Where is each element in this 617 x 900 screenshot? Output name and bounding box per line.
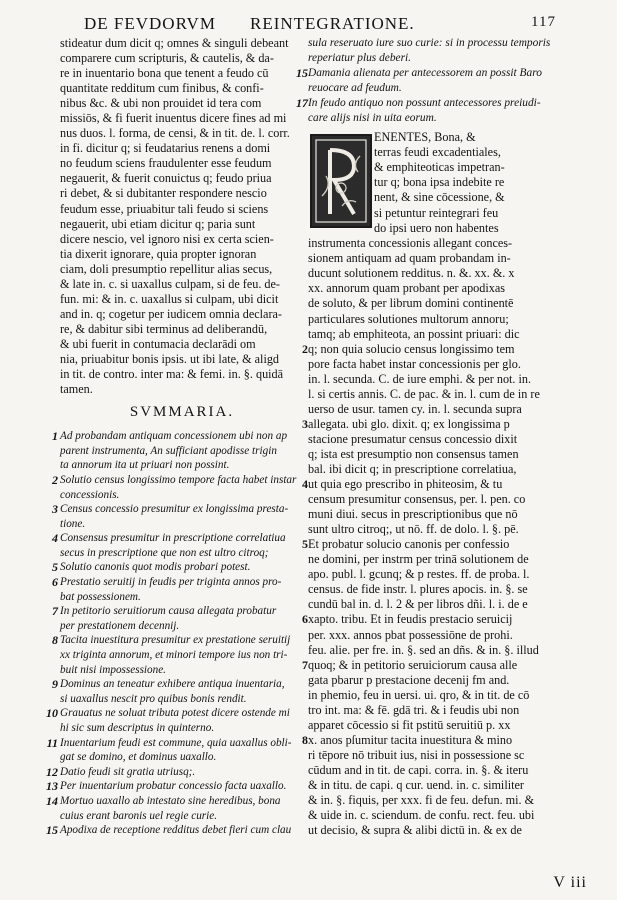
- text-line: [60, 352, 304, 367]
- text-line-text: gata pbarur p prestacione decenij fm and.: [308, 672, 510, 687]
- text-line-text: do ipsi uero non habentes: [374, 220, 499, 235]
- text-line: [374, 206, 560, 221]
- text-line-text: tur q; bona ipsa indebite re: [374, 175, 505, 190]
- summary-line: [46, 735, 304, 751]
- text-line: [308, 748, 560, 763]
- text-line-text: terras feudi excadentiales,: [374, 145, 501, 160]
- text-line-text: xx. annorum quam probant per apodixas: [308, 281, 505, 296]
- summary-line-text: si uaxallus nescit pro quibus bonis rendit.: [60, 692, 247, 705]
- text-line-text: negauerit, & fuerit conuictus q; feudo priua: [60, 171, 272, 186]
- text-line-text: in fi. dicitur q; si feudatarius renens a domi: [60, 141, 271, 156]
- text-line: [60, 337, 304, 352]
- summary-line-text: Solutio census longissimo tempore facta habet instar: [60, 473, 297, 486]
- text-line-text: cundū bal in. d. l. 2 & per libros dñi. l. i. de e: [308, 597, 528, 612]
- text-line-text: ri debet, & si dubitanter respondere nescio: [60, 186, 267, 201]
- text-line: [308, 402, 560, 417]
- summary-line-text: concessionis.: [60, 488, 120, 501]
- text-line: [308, 597, 560, 612]
- left-column: [46, 36, 304, 838]
- summary-line-text: hi sic sum descriptus in quinterno.: [60, 722, 215, 734]
- marginal-number: 5: [302, 537, 308, 552]
- text-line: [60, 126, 304, 141]
- text-line: [308, 793, 560, 808]
- text-line-text: nus duos. l. forma, de censi, & in tit. de. l. corr.: [60, 126, 290, 141]
- signature-mark: V iii: [553, 874, 587, 891]
- summary-line-text: reperiatur plus deberi.: [308, 52, 412, 65]
- text-line: [60, 96, 304, 111]
- summary-line: [60, 517, 304, 532]
- text-line-text: fun. mi: & in. c. uaxallus si culpam, ubi dicit: [60, 291, 279, 306]
- marginal-number: 6: [52, 575, 58, 590]
- marginal-number: 10: [46, 706, 58, 721]
- text-line: [302, 341, 560, 357]
- summary-line-text: Inuentarium feudi est commune, quia uaxallus obli-: [60, 736, 292, 749]
- text-line: [308, 582, 560, 597]
- marginal-number: 1: [52, 429, 58, 444]
- text-line: [374, 190, 560, 205]
- text-line: [308, 808, 560, 823]
- text-line-text: feudum esse, priuabitur tali feudo si sciens: [60, 201, 269, 216]
- text-line-text: allegata. ubi glo. dixit. q; ex longissima p: [308, 416, 510, 431]
- text-line: [60, 186, 304, 201]
- marginal-number: 4: [302, 477, 308, 492]
- summary-line-text: gat se domino, et dominus uaxallo.: [60, 751, 217, 764]
- summary-line: [60, 444, 304, 459]
- text-line: [60, 232, 304, 247]
- summary-line: [52, 429, 304, 444]
- text-line: [308, 236, 560, 251]
- summary-line: [52, 560, 304, 575]
- text-line: [374, 145, 560, 160]
- text-line: [302, 537, 560, 552]
- text-line-text: & in. §. fiquis, per xxx. fi de feu. defun. mi. &: [308, 793, 535, 808]
- summary-line: [60, 619, 304, 634]
- text-line-text: bal. ibi dicit q; in prescriptione correlatiua,: [308, 461, 517, 476]
- text-line: [308, 688, 560, 703]
- text-line-text: re in inuentario bona que tenent a feudo cū: [60, 66, 269, 81]
- summary-line: [60, 809, 304, 824]
- text-line-text: apo. publ. l. gcunq; & p restes. ff. de proba. l.: [308, 567, 530, 582]
- summary-line-text: Datio feudi sit gratia utriusq;.: [60, 765, 196, 778]
- decorated-initial-r-icon: [310, 134, 372, 228]
- text-line-text: sunt ultro citroq;, ut nō. ff. de dolo. l. §. pē.: [308, 522, 519, 537]
- summary-line: [60, 692, 304, 707]
- text-line: [374, 130, 560, 145]
- summary-line-text: tione.: [60, 517, 86, 530]
- text-line-text: ducunt solutionem redditus. n. &. xx. &. x: [308, 266, 515, 281]
- text-line: [308, 447, 560, 462]
- text-line-text: si petuntur reintegrari feu: [374, 205, 499, 220]
- text-line: [374, 160, 560, 175]
- text-line: [302, 477, 560, 492]
- text-line-text: ut decisio, & supra & alibi dictū in. & ex de: [308, 823, 522, 838]
- text-line-text: & in titu. de capi. q cur. uend. in. c. similiter: [308, 777, 524, 792]
- text-line-text: tamq; ab emphiteota, an possint priuari: dic: [308, 326, 520, 341]
- summary-line-text: buit nisi impossessione.: [60, 663, 166, 676]
- text-line-text: missiōs, & fi fuerit inuentus dicere fines ad mi: [60, 111, 287, 126]
- text-line: [308, 643, 560, 658]
- text-line: [60, 367, 304, 382]
- marginal-number: 11: [46, 735, 58, 750]
- text-line-text: particulares solutiones multorum annoru;: [308, 311, 509, 326]
- text-line: [308, 462, 560, 477]
- text-line: [60, 262, 304, 277]
- summary-line: [52, 677, 304, 692]
- summary-line: [52, 531, 304, 546]
- summary-line-text: cuius erant baronis uel regie curie.: [60, 809, 218, 822]
- text-line-text: x. anos pſumitur tacita inuestitura & mino: [308, 732, 513, 747]
- text-line-text: tamen.: [60, 382, 93, 397]
- text-line-text: quoq; & in petitorio seruiciorum causa alle: [308, 657, 518, 672]
- summary-line: [52, 604, 304, 619]
- text-line: [60, 36, 304, 51]
- text-line: [308, 432, 560, 447]
- text-line: [308, 718, 560, 733]
- summary-line: [60, 663, 304, 678]
- summaria-heading: SVMMARIA.: [129, 404, 235, 421]
- summary-line: [46, 793, 304, 809]
- text-line: [60, 217, 304, 232]
- summary-line: [296, 66, 560, 81]
- summary-line-text: sula reseruato iure suo curie: si in processu temporis: [308, 37, 551, 49]
- summary-line-text: Tacita inuestitura presumitur ex prestatione seruitij: [60, 634, 291, 647]
- text-line: [308, 823, 560, 838]
- text-line-text: ri tēpore nō tribuit ius, nisi in possessione sc: [308, 747, 525, 762]
- text-line-text: Et probatur solucio canonis per confessio: [308, 537, 510, 552]
- summary-line: [60, 750, 304, 765]
- text-line-text: and in. q; cogetur per iudicem omnia declara-: [60, 306, 282, 321]
- text-line: [308, 507, 560, 522]
- marginal-number: 13: [46, 779, 58, 794]
- summary-line-text: Census concessio presumitur ex longissima presta-: [60, 503, 289, 516]
- text-line: [60, 382, 304, 397]
- text-line-text: ne domini, per instrm per trinā solutionem de: [308, 552, 529, 567]
- text-line: [302, 612, 560, 627]
- summary-line: [52, 472, 304, 488]
- marginal-number: 15: [46, 823, 58, 838]
- folio-number: 117: [531, 14, 556, 30]
- text-line: [60, 51, 304, 66]
- summary-line: [308, 111, 560, 126]
- summary-line: [46, 823, 304, 838]
- text-line-text: no feudum sciens fraudulenter esse feudum: [60, 156, 272, 171]
- text-line: [302, 732, 560, 748]
- text-line-text: pore facta habet instar concessionis per glo.: [308, 356, 521, 371]
- marginal-number: 6: [302, 612, 308, 627]
- text-line: [308, 778, 560, 793]
- text-line-text: stideatur dum dicit q; omnes & singuli debeant: [60, 36, 289, 50]
- summary-line-text: Apodixa de receptione redditus debet fieri cum clau: [60, 824, 292, 837]
- text-line-text: stacione presumatur census concessio dixit: [308, 431, 518, 446]
- summary-line-text: Per inuentarium probatur concessio facta uaxallo.: [60, 780, 287, 793]
- text-line-text: nia, priuabitur bonis ipsis. ut ibi late, & aligd: [60, 351, 280, 366]
- text-line: [308, 673, 560, 688]
- text-line: [302, 416, 560, 432]
- text-line-text: ciam, doli presumptio repellitur alias secus,: [60, 261, 273, 276]
- summary-line: [60, 590, 304, 605]
- marginal-number: 17: [296, 96, 308, 111]
- text-line: [308, 251, 560, 266]
- marginal-number: 12: [46, 764, 58, 779]
- marginal-number: 7: [302, 657, 308, 672]
- summary-line-text: xx triginta annorum, et minori tempore ius non tri-: [60, 649, 288, 662]
- summary-line-text: Damania alienata per antecessorem an possit Baro: [308, 67, 542, 80]
- text-line-text: de soluto, & per librum domini continentē: [308, 296, 514, 311]
- text-line-text: in. l. secunda. C. de iure emphi. & per not. in.: [308, 371, 532, 386]
- marginal-number: 14: [46, 793, 58, 808]
- text-line-text: feu. alie. per fre. in. §. sed an dñs. & in. §. illud: [308, 642, 539, 657]
- text-line: [308, 703, 560, 718]
- text-line-text: instrumenta concessionis allegant conces-: [308, 236, 513, 251]
- text-line: [308, 266, 560, 281]
- text-line-text: negauerit, ubi etiam dicitur q; paria sunt: [60, 216, 256, 231]
- marginal-number: 2: [52, 472, 58, 487]
- text-line-text: in tit. de contro. inter ma: & femi. in. §. quidā: [60, 367, 284, 382]
- summary-line-text: per prestationem decennij.: [60, 619, 180, 632]
- text-line-text: uerso de usur. tamen cy. in. l. secunda supra: [308, 401, 522, 416]
- marginal-number: 9: [52, 677, 58, 692]
- summary-line-text: parent instrumenta, An sufficiant apodisse trigin: [60, 444, 277, 457]
- summary-line-text: Prestatio seruitij in feudis per triginta annos pro-: [60, 576, 282, 589]
- summary-line-text: Consensus presumitur in prescriptione correlatiua: [60, 532, 286, 545]
- text-line-text: muni diui. secus in prescriptionibus que nō: [308, 507, 518, 522]
- text-line: [308, 763, 560, 778]
- summary-line: [308, 81, 560, 96]
- running-head-right: REINTEGRATIONE.: [250, 14, 415, 33]
- text-line: [60, 307, 304, 322]
- summary-line: [52, 575, 304, 590]
- text-line: [308, 372, 560, 387]
- summary-line-text: Mortuo uaxallo ab intestato sine heredibus, bona: [60, 794, 281, 807]
- text-line: [60, 66, 304, 81]
- text-line-text: in phemio, feu in uersi. ui. qro, & in tit. de cō: [308, 687, 530, 702]
- text-line: [302, 657, 560, 673]
- marginal-number: 5: [52, 560, 58, 575]
- summary-line: [46, 779, 304, 794]
- text-line: [308, 492, 560, 507]
- text-line-text: censum presumitur consensus, per. l. pen. co: [308, 492, 526, 507]
- text-line: [60, 292, 304, 307]
- text-line-text: q; ista est presumptio non consensus tamen: [308, 446, 519, 461]
- summary-line: [52, 502, 304, 517]
- summary-line-text: Grauatus ne soluat tributa potest dicere ostende mi: [60, 707, 290, 720]
- text-line: [308, 628, 560, 643]
- right-column: [296, 36, 560, 838]
- text-line-text: xapto. tribu. Et in feudis prestacio seruicij: [308, 612, 513, 627]
- text-line: [60, 171, 304, 186]
- text-line: [308, 357, 560, 372]
- initial-adjacent-text: [374, 130, 560, 235]
- summary-line: [46, 706, 304, 721]
- summary-line: [60, 458, 304, 473]
- summary-line: [296, 96, 560, 111]
- text-line-text: census. de fide instr. l. plures apocis. in. §. se: [308, 582, 528, 597]
- summary-line: [52, 633, 304, 648]
- summary-line-text: In feudo antiquo non possunt antecessores preiudi-: [308, 97, 541, 110]
- text-line-text: ut quia ego prescribo in phiteosim, & tu: [308, 477, 503, 492]
- text-line: [308, 312, 560, 327]
- text-line-text: cūdum and in tit. de capi. corra. in. §. & iteru: [308, 762, 529, 777]
- text-line-text: q; non quia solucio census longissimo tem: [308, 341, 515, 356]
- summary-line-text: secus in prescriptione que non est ultro citroq;: [60, 546, 269, 559]
- marginal-number: 3: [52, 502, 58, 517]
- summary-line: [308, 36, 560, 51]
- running-head: [84, 14, 564, 36]
- text-line-text: dicere nescio, vel ignoro nisi ex certa scien-: [60, 231, 274, 246]
- right-body-text: [302, 236, 560, 838]
- text-line-text: quantitate redditum cum finibus, & confi-: [60, 81, 264, 96]
- summary-line: [308, 51, 560, 66]
- summary-line: [46, 764, 304, 780]
- summary-line: [60, 488, 304, 503]
- marginal-number: 8: [52, 633, 58, 648]
- text-line-text: re, & dabitur sibi terminus ad deliberandū,: [60, 321, 268, 336]
- text-line: [308, 296, 560, 311]
- text-line: [374, 221, 560, 236]
- marginal-number: 15: [296, 66, 308, 81]
- summary-line: [60, 721, 304, 736]
- marginal-number: 3: [302, 416, 308, 431]
- text-line-text: l. si certis annis. C. de pac. & in. l. cum de in re: [308, 386, 540, 401]
- text-line-text: & ubi fuerit in contumacia declarādi om: [60, 336, 256, 351]
- text-line: [308, 327, 560, 342]
- text-line: [308, 552, 560, 567]
- marginal-number: 8: [302, 732, 308, 747]
- marginal-number: 2: [302, 341, 308, 356]
- text-line: [60, 277, 304, 292]
- summary-line-text: Ad probandam antiquam concessionem ubi non ap: [60, 430, 288, 443]
- initial-block: [308, 130, 560, 236]
- text-line: [308, 281, 560, 296]
- text-line: [60, 111, 304, 126]
- text-line-text: sionem antiquam ad quam probandam in-: [308, 251, 511, 266]
- text-line-text: & emphiteoticas impetran-: [374, 160, 505, 175]
- text-line: [60, 322, 304, 337]
- summaria-list: [46, 429, 304, 838]
- text-line-text: tro int. ma: & fē. gdā tri. & i feudis ubi non: [308, 702, 520, 717]
- text-line-text: ENENTES, Bona, &: [374, 130, 476, 145]
- summary-line-text: In petitorio seruitiorum causa allegata probatur: [60, 605, 277, 618]
- text-line: [60, 202, 304, 217]
- text-line: [60, 141, 304, 156]
- left-body-text: [60, 36, 304, 397]
- text-line: [308, 387, 560, 402]
- text-line-text: per. xxx. annos pbat possessiōne de prohi.: [308, 627, 513, 642]
- text-line: [308, 567, 560, 582]
- text-line: [60, 247, 304, 262]
- text-line: [374, 175, 560, 190]
- summary-line-text: ta annorum ita ut priuari non possint.: [60, 459, 230, 472]
- text-line-text: tia dixerit ignorare, quia propter ignoran: [60, 246, 257, 261]
- text-line-text: comparere cum scripturis, & cautelis, & da-: [60, 51, 274, 66]
- marginal-number: 4: [52, 531, 58, 546]
- text-line-text: nibus &c. & ubi non prouidet id tera com: [60, 96, 262, 111]
- text-line-text: nent, & sine cōcessione, &: [374, 190, 505, 205]
- running-head-left: DE FEVDORVM: [84, 14, 216, 33]
- summary-line-text: Solutio canonis quot modis probari potest.: [60, 561, 251, 574]
- summary-line-text: reuocare ad feudum.: [308, 82, 402, 95]
- summary-line-text: Dominus an teneatur exhibere antiqua inuentaria,: [60, 678, 285, 691]
- right-summaria-continuation: [296, 36, 560, 126]
- text-line-text: & uide in. c. sciendum. de confu. rect. feu. ubi: [308, 808, 535, 823]
- text-line: [308, 522, 560, 537]
- summary-line: [60, 546, 304, 561]
- summary-line: [60, 648, 304, 663]
- summary-line-text: care alijs nisi in uita eorum.: [308, 112, 437, 125]
- marginal-number: 7: [52, 604, 58, 619]
- text-line: [60, 81, 304, 96]
- text-line-text: & late in. c. si uaxallus culpam, si de feu. de-: [60, 276, 280, 291]
- summary-line-text: bat possessionem.: [60, 590, 141, 603]
- text-line: [60, 156, 304, 171]
- text-line-text: apparet cōcessio si fit pstitū seruitiū p. xx: [308, 717, 511, 732]
